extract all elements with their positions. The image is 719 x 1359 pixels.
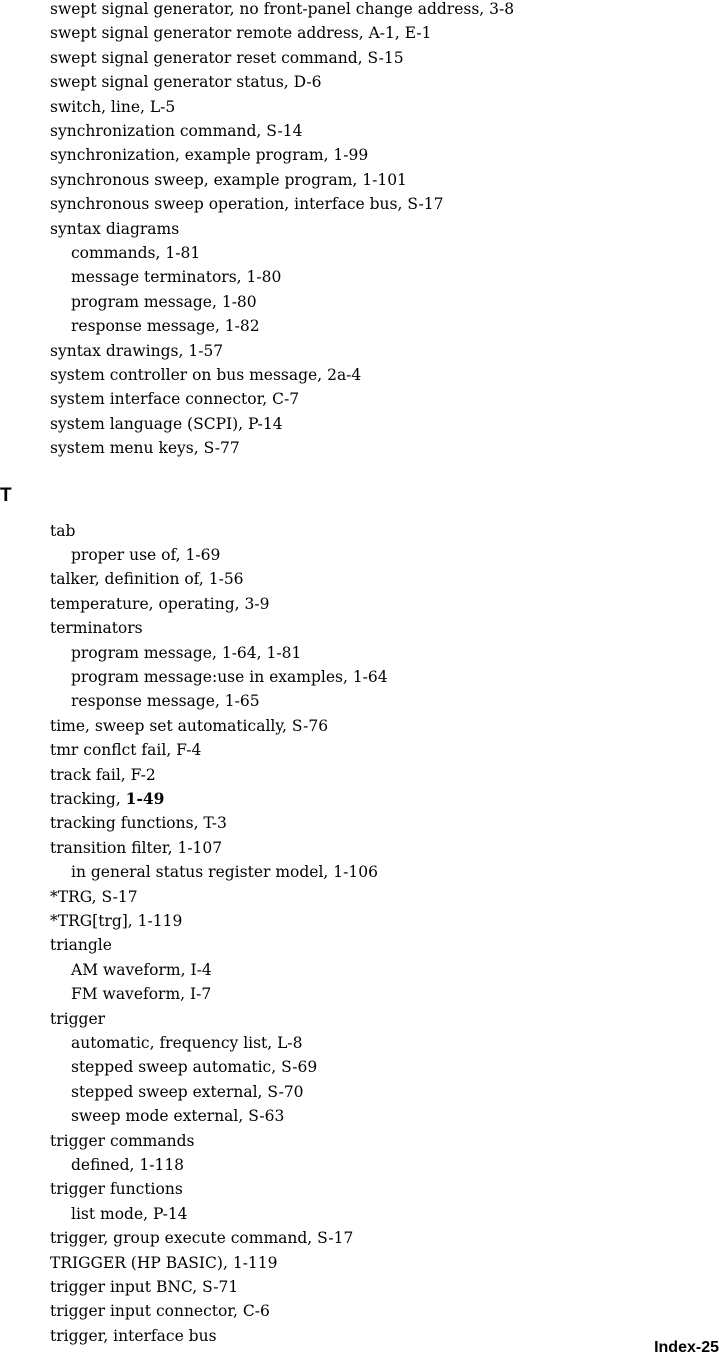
index-entry: syntax diagrams [50, 219, 180, 238]
index-entry: system interface connector, C-7 [50, 390, 300, 409]
index-subentry: response message, 1-82 [71, 317, 260, 336]
index-subentry: defined, 1-118 [71, 1156, 185, 1174]
index-subentry: FM waveform, I-7 [71, 985, 212, 1004]
index-entry: temperature, operating, 3-9 [50, 594, 270, 613]
index-entry: swept signal generator reset command, S-15 [50, 48, 404, 67]
index-entry: switch, line, L-5 [50, 97, 176, 116]
index-entry: trigger functions [50, 1180, 183, 1199]
index-subentry: sweep mode external, S-63 [71, 1107, 285, 1126]
index-entry: tmr conflct fail, F-4 [50, 741, 202, 760]
index-subentry: program message:use in examples, 1-64 [71, 668, 388, 686]
index-entry: tracking functions, T-3 [50, 814, 227, 833]
page-number: Index-25 [654, 1339, 719, 1356]
index-entry: TRIGGER (HP BASIC), 1-119 [50, 1253, 278, 1272]
index-subentry: stepped sweep automatic, S-69 [71, 1058, 318, 1077]
index-entry: synchronization, example program, 1-99 [50, 146, 369, 165]
index-entry: tab [50, 521, 76, 540]
index-entry: synchronization command, S-14 [50, 122, 303, 140]
index-subentry: stepped sweep external, S-70 [71, 1082, 304, 1101]
index-subentry: program message, 1-64, 1-81 [71, 643, 302, 662]
index-entry: swept signal generator status, D-6 [50, 73, 322, 92]
index-entry: track fail, F-2 [50, 765, 156, 784]
index-entry: system menu keys, S-77 [50, 439, 240, 458]
index-entry: tracking, 1-49 [50, 789, 165, 808]
index-entry: synchronous sweep, example program, 1-101 [50, 170, 407, 189]
index-subentry: list mode, P-14 [71, 1204, 188, 1223]
index-subentry: program message, 1-80 [71, 292, 257, 311]
index-entry: trigger input BNC, S-71 [50, 1278, 239, 1296]
index-entry: trigger commands [50, 1131, 195, 1150]
index-entry: talker, definition of, 1-56 [50, 570, 244, 589]
index-entry: transition filter, 1-107 [50, 838, 223, 857]
bold-page-reference: 1-49 [125, 789, 165, 808]
index-entry: trigger input connector, C-6 [50, 1302, 270, 1321]
index-entry: trigger, group execute command, S-17 [50, 1229, 354, 1248]
index-entry: swept signal generator, no front-panel change address, 3-8 [50, 0, 515, 18]
index-subentry: automatic, frequency list, L-8 [71, 1034, 303, 1052]
index-entry: swept signal generator remote address, A-1, E-1 [50, 24, 432, 43]
index-subentry: response message, 1-65 [71, 692, 260, 711]
index-entry: syntax drawings, 1-57 [50, 341, 224, 360]
index-entry: system controller on bus message, 2a-4 [50, 366, 362, 384]
index-entry: system language (SCPI), P-14 [50, 414, 283, 433]
index-entry: trigger, interface bus [50, 1326, 217, 1345]
index-subentry: message terminators, 1-80 [71, 268, 282, 287]
section-letter: T [0, 485, 12, 506]
index-entry: *TRG, S-17 [50, 887, 138, 906]
index-entry: trigger [50, 1009, 106, 1028]
index-entry: synchronous sweep operation, interface bus, S-17 [50, 195, 444, 214]
index-entry: triangle [50, 936, 112, 955]
index-entry: *TRG[trg], 1-119 [50, 912, 183, 930]
index-subentry: commands, 1-81 [71, 244, 201, 262]
index-subentry: AM waveform, I-4 [71, 960, 212, 979]
index-entry: time, sweep set automatically, S-76 [50, 716, 329, 735]
index-entry: terminators [50, 619, 143, 638]
index-subentry: proper use of, 1-69 [71, 546, 221, 564]
index-subentry: in general status register model, 1-106 [71, 863, 378, 882]
